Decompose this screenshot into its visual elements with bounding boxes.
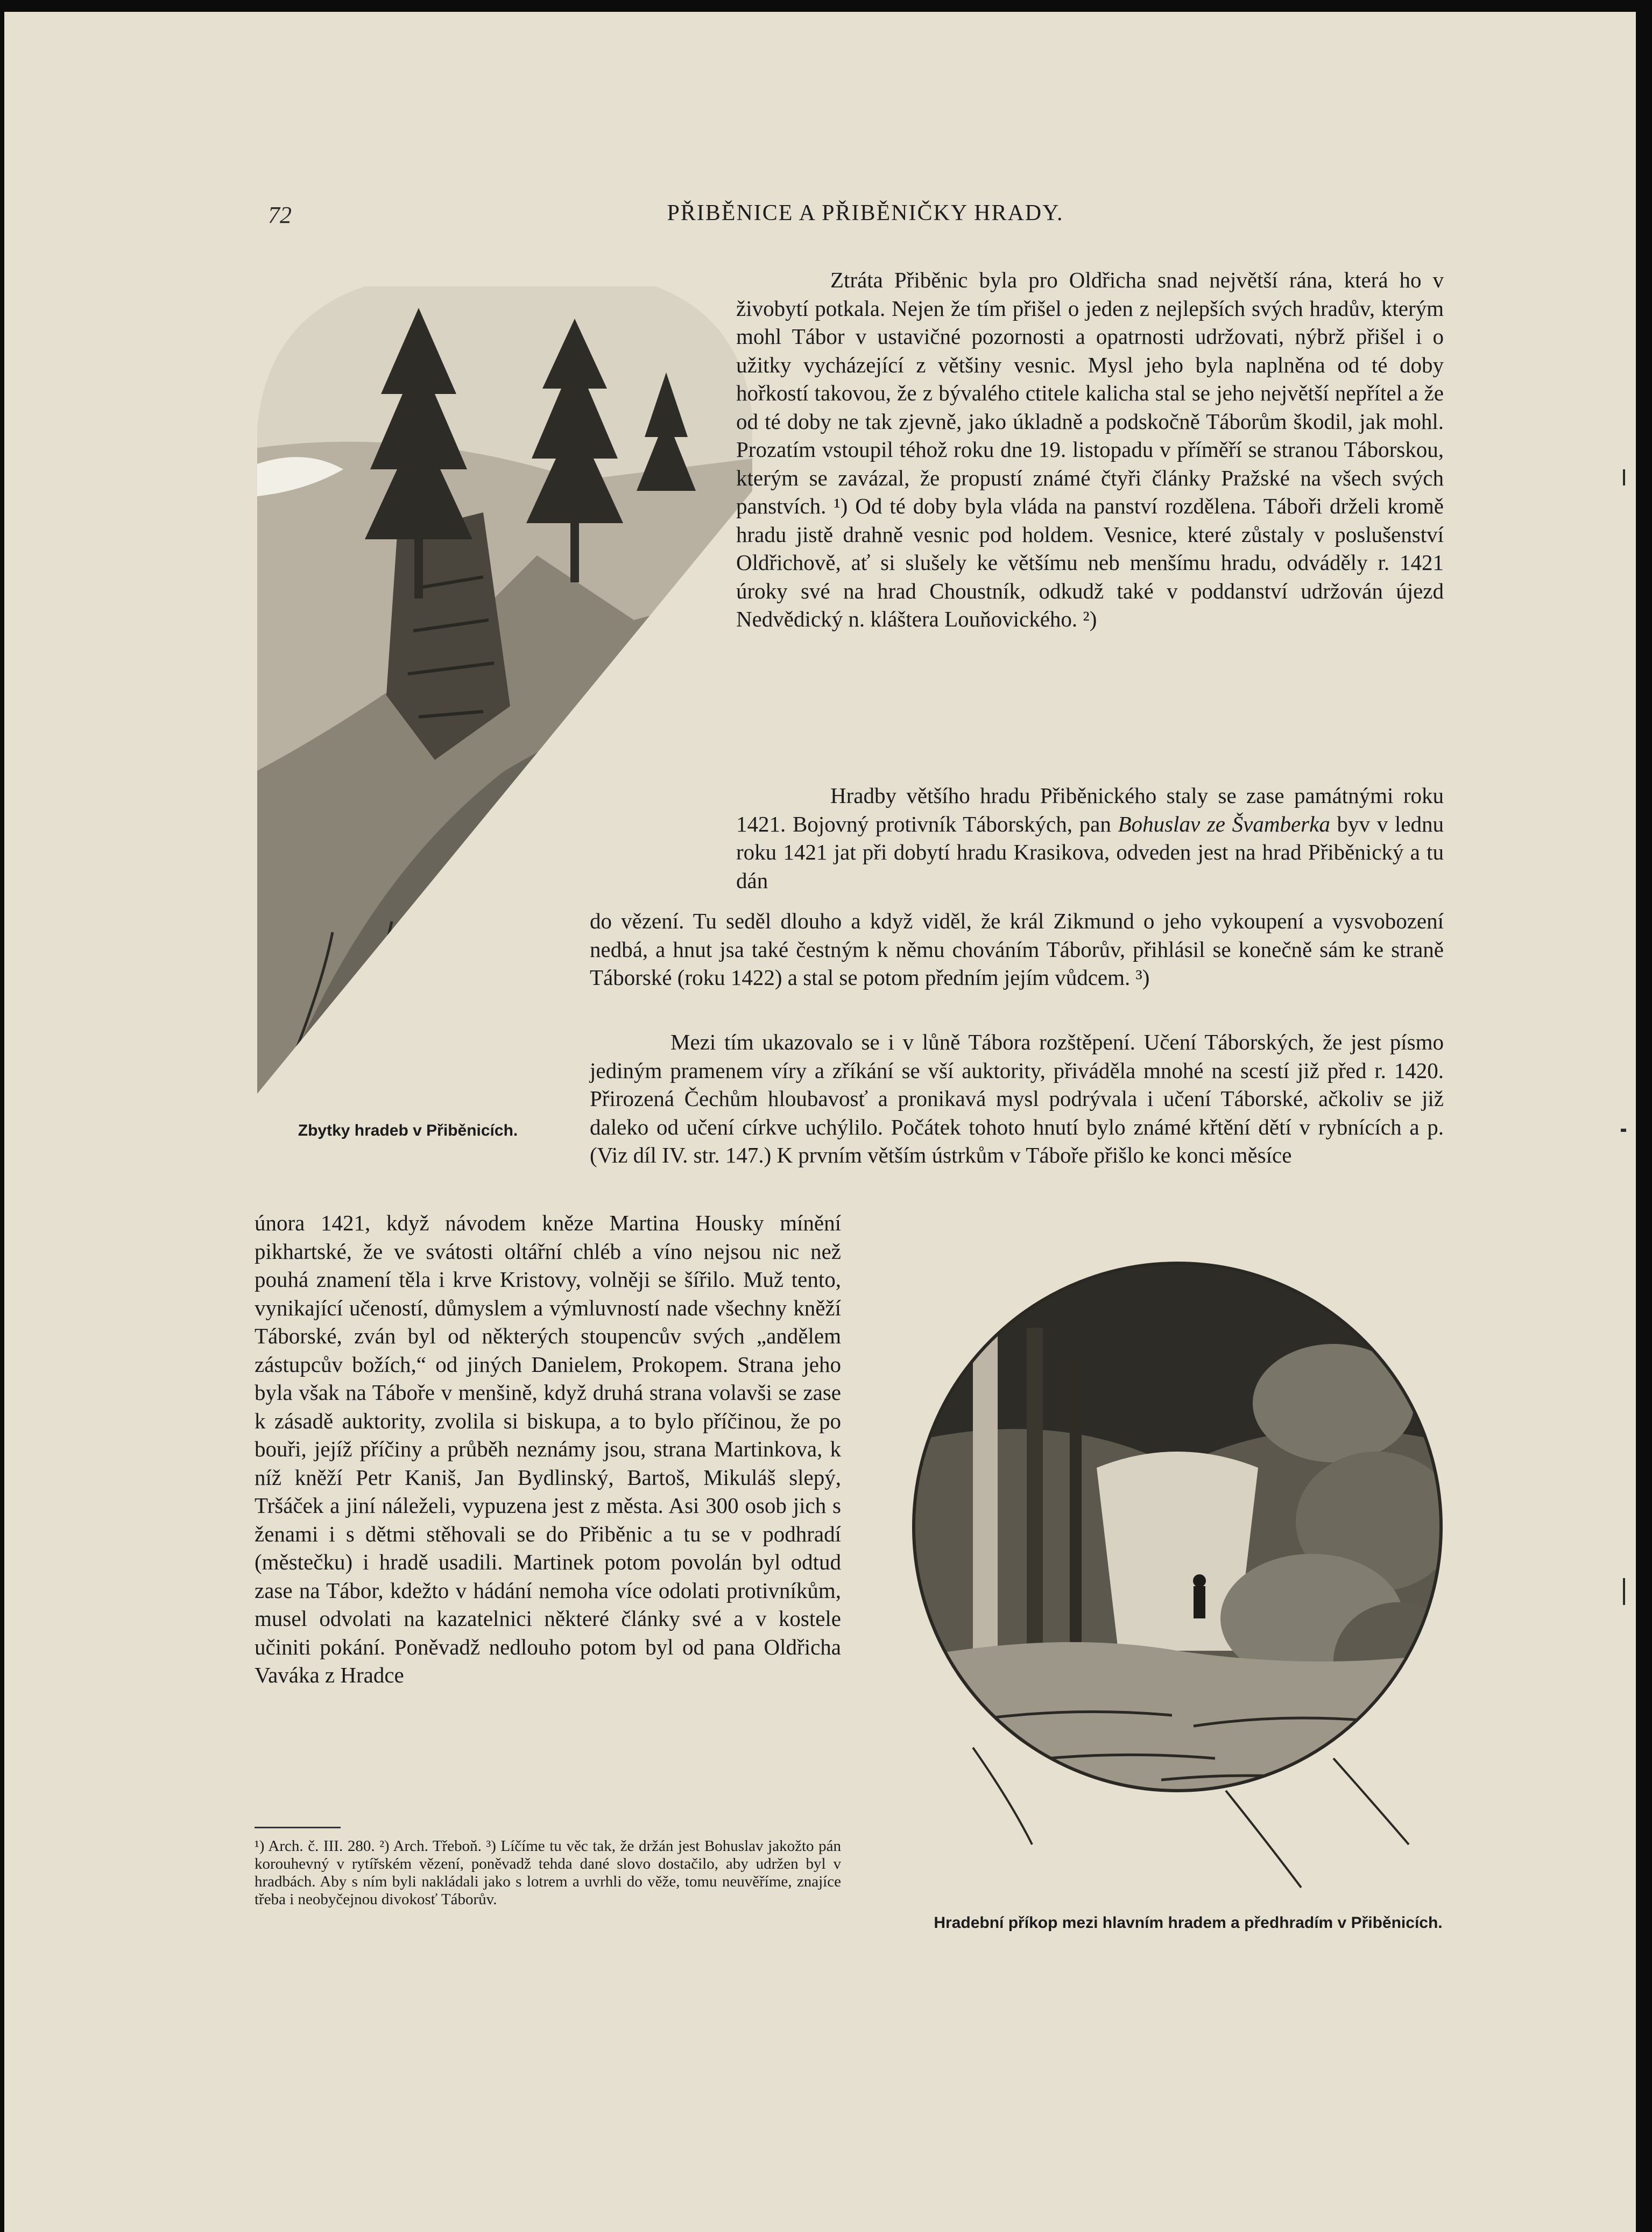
person-name: Bohuslav ze Švamberka [1118, 811, 1330, 836]
paragraph [736, 781, 1444, 895]
book-page [4, 12, 1636, 2232]
margin-mark [1623, 1578, 1625, 1605]
paragraph-text: byv v lednu roku 1421 jat při dobytí hradu Krasikova, odveden jest na hrad Přiběnický a tu dán [736, 811, 1444, 893]
page-number: 72 [268, 202, 292, 228]
paragraph: února 1421, když návodem kněze Martina Housky mínění pikhartské, že ve svátosti oltářní chléb a víno nejsou nic než pouhá znamení těla i krve Kristovy, volněji se šířilo. Muž tento, vynikající učeností, důmyslem a výmluvností nade všechny kněží Táborské, zván byl od některých stoupencův svých „andělem zástupcův božích,“ od jiných Danielem, Prokopem. Strana jeho byla však na Táboře v menšině, když druhá strana volavši se zase k zásadě auktority, zvolila si biskupa, a to bylo příčinou, že po bouři, jejíž příčiny a průběh neznámy jsou, strana Martinkova, k níž kněží Petr Kaniš, Jan Bydlinský, Bartoš, Mikuláš slepý, Tršáček a jiní náleželi, vypuzena jest z města. Asi 300 osob jich s ženami i s dětmi stěhovali se do Přiběnic a tu se v podhradí (městečku) i hradě usadili. Martinek potom povolán byl odtud zase na Tábor, kdežto v hádání nemoha více odolati protivníkům, musel odvolati na kazatelnici některé články své a v kostele učiniti pokání. Poněvadž nedlouho potom byl od pana Oldřicha Vaváka z Hradce [255, 1210, 841, 1687]
paragraph: do vězení. Tu seděl dlouho a když viděl, že král Zikmund o jeho vykoupení a vysvobození nedbá, a hnut jsa také čestným k němu chováním Táborův, přihlásil se konečně sám ke straně Táborské (roku 1422) a stal se potom předním jejím vůdcem. ³) [590, 909, 1444, 990]
margin-mark [1623, 469, 1625, 485]
footnotes: ¹) Arch. č. III. 280. ²) Arch. Třeboň. ³) Líčíme tu věc tak, že držán jest Bohuslav jakožto pán korouhevný v rytířském vězení, poněvadž tehda dané slovo dostačilo, aby udržen byl v hradbách. Aby s ním byli nakládali jako s lotrem a uvrhli do věže, tomu neuvěříme, znajíce třeba i neobyčejnou divokosť Táborův. [255, 1837, 841, 1908]
figure-caption: Hradební příkop mezi hlavním hradem a předhradím v Přiběnicích. [934, 1914, 1443, 1932]
footnote-rule [255, 1827, 341, 1828]
figure-caption: Zbytky hradeb v Přiběnicích. [298, 1122, 518, 1139]
margin-mark [1621, 1129, 1626, 1132]
paragraph: Ztráta Přiběnic byla pro Oldřicha snad největší rána, která ho v živobytí potkala. Nejen že tím přišel o jeden z nejlepších svých hradův, kterým mohl Tábor v ustavičné pozornosti a opatrnosti udržovati, nýbrž přišel i o užitky vycházející z většiny vesnic. Mysl jeho byla naplněna od té doby hořkostí takovou, že z bývalého ctitele kalicha stal se jeho největší nepřítel a že od té doby ne tak zjevně, jako úkladně a podskočně Táborům škodil, jak mohl. Prozatím vstoupil téhož roku dne 19. listopadu v příměří se stranou Táborskou, kterým se zavázal, že propustí známé čtyři články Pražské na všech svých panstvích. ¹) Od té doby byla vláda na panství rozdělena. Táboři drželi kromě hradu jistě drahně vesnic pod holdem. Vesnice, které zůstaly v poslušenství Oldřichově, ať si slušely ke většímu neb menšímu hradu, odváděly r. 1421 úroky své na hrad Choustník, odkudž také v poddanství udržován újezd Nedvědický n. kláštera Louňovického. ²) [736, 267, 1444, 631]
running-title: PŘIBĚNICE A PŘIBĚNIČKY HRADY. [667, 201, 1064, 226]
moat-illustration [892, 1242, 1463, 1920]
paragraph-text: Hradby většího hradu Přiběnického staly se zase památnými roku 1421. Bojovný protivník Táborských, pan [736, 783, 1444, 836]
paragraph: Mezi tím ukazovalo se i v lůně Tábora rozštěpení. Učení Táborských, že jest písmo jediným pramenem víry a zříkání se vší auktority, přiváděla mnohé na scestí již před r. 1420. Přirozená Čechům hloubavosť a pronikavá mysl podrývala i učení Táborské, ačkoliv se již daleko od učení církve uchýlilo. Počátek tohoto hnutí bylo známé křtění dětí v rybnících a p. (Viz díl IV. str. 147.) K prvním větším ústrkům v Táboře přišlo ke konci měsíce [590, 1030, 1444, 1167]
